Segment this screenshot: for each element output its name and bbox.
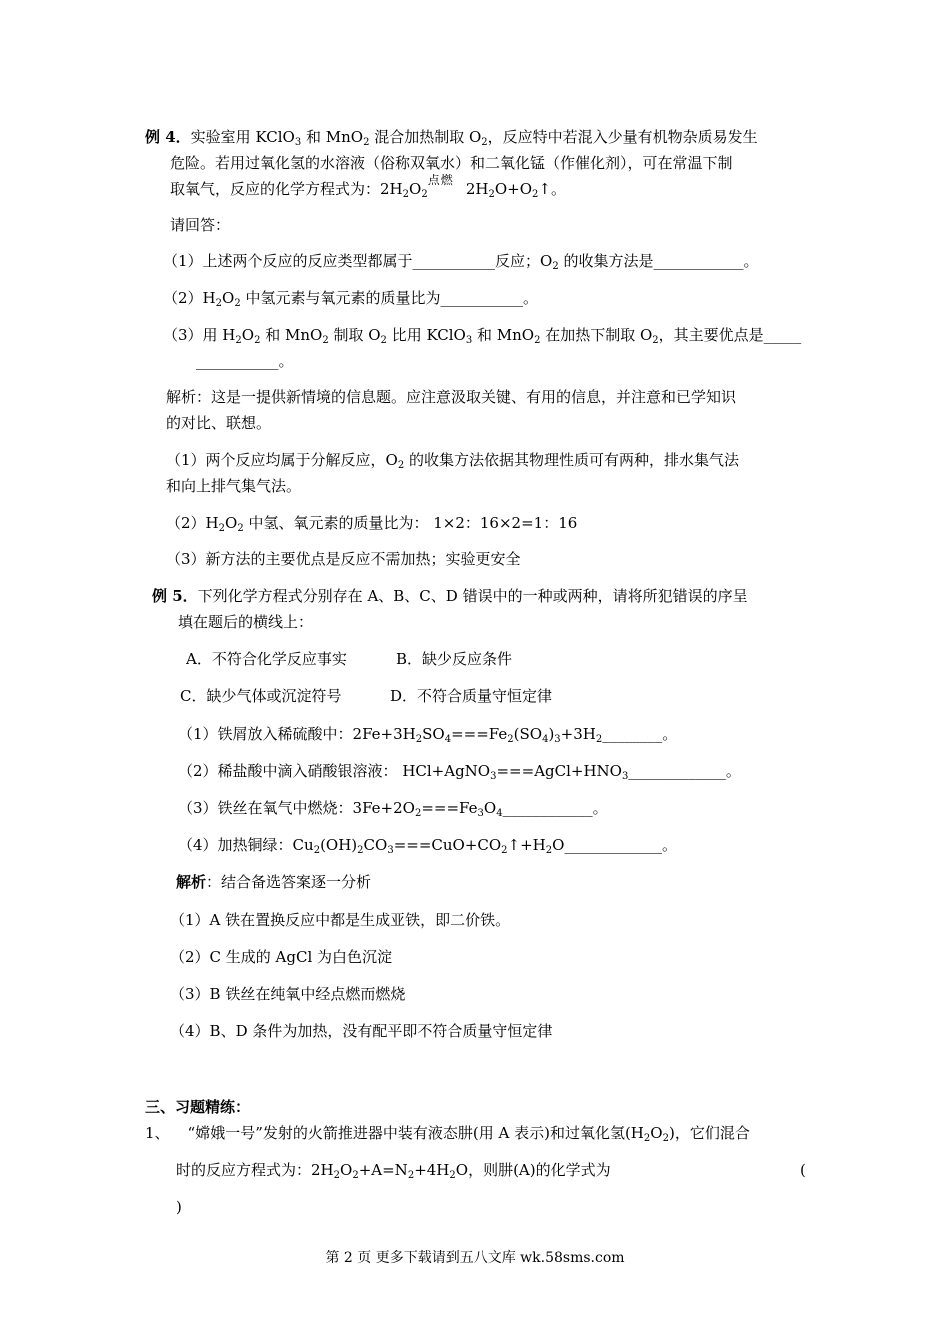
ex4-prompt: 请回答： <box>170 216 231 234</box>
ex4-question-3-cont: ___________。 <box>196 352 294 370</box>
ex4-label: 例 4． <box>145 128 191 146</box>
reaction-condition: 点燃 <box>427 173 454 187</box>
ex4-answer-1: （1）两个反应均属于分解反应，$O_2$ 的收集方法依据其物理性质可有两种，排水集气法 <box>166 451 739 471</box>
ex5-solution-4: （4）B、D 条件为加热，没有配平即不符合质量守恒定律 <box>170 1022 553 1040</box>
ex4-question-1: （1）上述两个反应的反应类型都属于___________反应；$O_2$ 的收集方法是____________。 <box>163 252 759 272</box>
ex5-problem-4: （4）加热铜绿：$Cu_2(OH)_2CO_3===CuO+CO_2↑+H_2O\_\_\_\_\_\_\_\_\_\_\_\_\_$。 <box>178 836 677 856</box>
ex5-solution-2: （2）C 生成的 AgCl 为白色沉淀 <box>170 948 393 966</box>
ex5-option-c: C．缺少气体或沉淀符号 <box>180 687 342 705</box>
ex4-line-2: 危险。若用过氧化氢的水溶液（俗称双氧水）和二氧化锰（作催化剂），可在常温下制 <box>170 154 733 172</box>
ex4-answer-3: （3）新方法的主要优点是反应不需加热；实验更安全 <box>166 550 521 568</box>
ex4-analysis-1: 解析：这是一提供新情境的信息题。应注意汲取关键、有用的信息，并注意和已学知识 <box>166 388 737 406</box>
ex5-analysis-label: 解析 <box>176 873 207 891</box>
ex4-question-2: $(2)H_2O_2$ 中氢元素与氧元素的质量比为___________。 <box>163 289 538 309</box>
section3-q1-line2: 时的反应方程式为：$2H_2O_2+A=N_2+4H_2O$，则肼(A)的化学式为 <box>176 1161 611 1181</box>
ex5-label: 例 5． <box>152 587 198 605</box>
section3-title: 三、习题精练： <box>145 1098 251 1116</box>
ex5-problem-1: （1）铁屑放入稀硫酸中：$2Fe+3H_2SO_4===Fe_2(SO_4)_3+3H_2\_\_\_\_\_\_\_\_$。 <box>178 725 678 745</box>
ex4-analysis-2: 的对比、联想。 <box>166 414 272 432</box>
ex4-answer-2: $(2)H_2O_2$ 中氢、氧元素的质量比为： 1×2：16×2=1：16 <box>166 514 578 534</box>
ex5-line-1: 例 5．下列化学方程式分别存在 A、B、C、D 错误中的一种或两种，请将所犯错误的序呈 <box>152 587 748 605</box>
ex5-analysis: 解析：结合备选答案逐一分析 <box>176 873 372 891</box>
ex5-option-d: D．不符合质量守恒定律 <box>390 687 553 705</box>
page-footer: 第 2 页 更多下载请到五八文库 wk.58sms.com <box>325 1250 625 1266</box>
ex5-option-b: B．缺少反应条件 <box>396 650 513 668</box>
ex4-question-3: （3）用 $H_2O_2$ 和 MnO$_2$ 制取 $O_2$ 比用 KClO$_3$ 和 MnO$_2$ 在加热下制取 $O_2$，其主要优点是_____ <box>163 326 802 346</box>
answer-paren-close: ) <box>176 1198 182 1216</box>
ex4-line-1: 例 4．实验室用 KClO$_3$ 和 MnO$_2$ 混合加热制取 $O_2$，反应特中若混入少量有机物杂质易发生 <box>145 128 758 148</box>
ex5-problem-3: （3）铁丝在氧气中燃烧：$3Fe+2O_2===Fe_3O_4\_\_\_\_\_\_\_\_\_\_\_\_$。 <box>178 799 608 819</box>
ex4-answer-1-cont: 和向上排气集气法。 <box>166 477 302 495</box>
ex5-option-a: A．不符合化学反应事实 <box>186 650 347 668</box>
ex5-solution-3: （3）B 铁丝在纯氧中经点燃而燃烧 <box>170 985 406 1003</box>
ex4-line-3: 取氧气，反应的化学方程式为：$2H_2O_2$ 点燃 $2H_2O+O_2↑$。 <box>170 173 566 200</box>
ex5-line-2: 填在题后的横线上： <box>178 613 314 631</box>
answer-paren-open: ( <box>800 1161 806 1179</box>
ex5-solution-1: （1）A 铁在置换反应中都是生成亚铁，即二价铁。 <box>170 911 511 929</box>
ex5-problem-2: （2）稀盐酸中滴入硝酸银溶液： $HCl+AgNO_3===AgCl+HNO_3\_\_\_\_\_\_\_\_\_\_\_\_\_$。 <box>178 762 741 782</box>
section3-q1-line1: 1、 “嫦娥一号”发射的火箭推进器中装有液态肼(用 A 表示)和过氧化氢$(H_2O_2)$，它们混合 <box>145 1124 750 1144</box>
